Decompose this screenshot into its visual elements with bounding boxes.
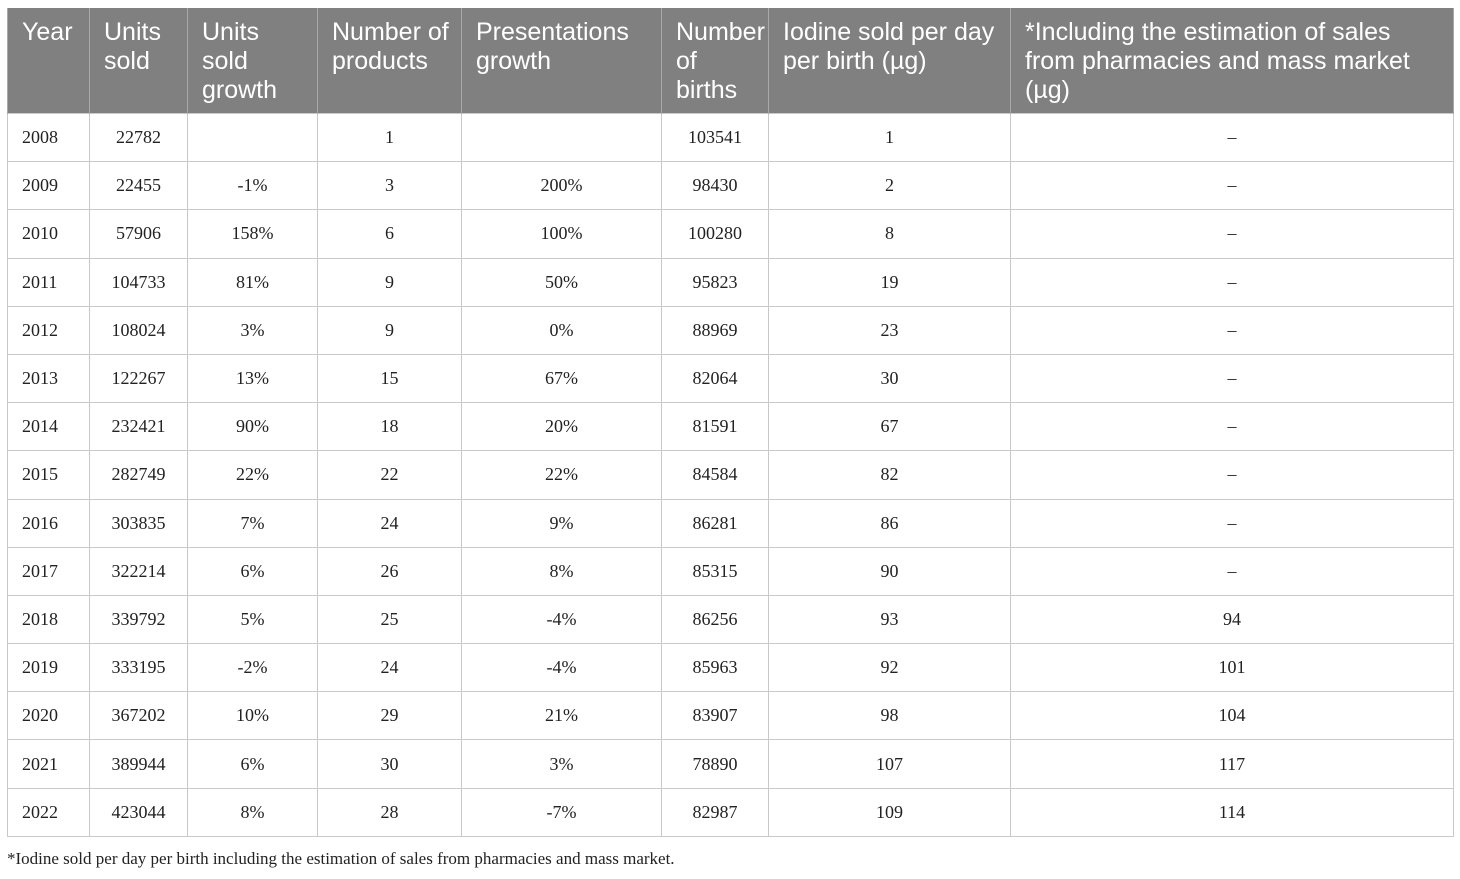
- table-cell: 339792: [90, 595, 188, 643]
- table-cell: 367202: [90, 692, 188, 740]
- table-cell: 101: [1011, 644, 1454, 692]
- table-cell: –: [1011, 451, 1454, 499]
- table-cell: 15: [318, 354, 462, 402]
- table-row: [8, 595, 1454, 643]
- table-cell: 232421: [90, 403, 188, 451]
- column-header: Year: [8, 8, 90, 114]
- table-cell: -1%: [188, 162, 318, 210]
- table-cell: 81%: [188, 258, 318, 306]
- table-cell: 0%: [462, 306, 662, 354]
- table-row: [8, 354, 1454, 402]
- table-cell: -4%: [462, 595, 662, 643]
- table-cell: [462, 114, 662, 162]
- table-cell: 200%: [462, 162, 662, 210]
- table-cell: 2: [769, 162, 1011, 210]
- table-cell: -7%: [462, 788, 662, 836]
- table-cell: 85963: [662, 644, 769, 692]
- table-row: [8, 306, 1454, 354]
- table-cell: –: [1011, 162, 1454, 210]
- table-cell: 88969: [662, 306, 769, 354]
- table-cell: –: [1011, 499, 1454, 547]
- year-cell: 2017: [8, 547, 90, 595]
- table-row: [8, 451, 1454, 499]
- table-cell: 25: [318, 595, 462, 643]
- table-cell: 86256: [662, 595, 769, 643]
- table-cell: 6: [318, 210, 462, 258]
- table-cell: 158%: [188, 210, 318, 258]
- table-cell: 28: [318, 788, 462, 836]
- table-header: [8, 8, 1454, 114]
- table-cell: 104733: [90, 258, 188, 306]
- table-cell: 22782: [90, 114, 188, 162]
- table-cell: 109: [769, 788, 1011, 836]
- table-cell: 22455: [90, 162, 188, 210]
- table-footnote: *Iodine sold per day per birth including the estimation of sales from pharmacies and mass market.: [7, 849, 675, 868]
- table-cell: 104: [1011, 692, 1454, 740]
- column-header: Units sold growth: [188, 8, 318, 114]
- table-cell: 57906: [90, 210, 188, 258]
- table-cell: 22%: [188, 451, 318, 499]
- table-cell: –: [1011, 306, 1454, 354]
- table-cell: 1: [769, 114, 1011, 162]
- table-cell: 84584: [662, 451, 769, 499]
- table-cell: 114: [1011, 788, 1454, 836]
- table-cell: 100%: [462, 210, 662, 258]
- table-cell: 24: [318, 644, 462, 692]
- table-cell: –: [1011, 210, 1454, 258]
- table-cell: 19: [769, 258, 1011, 306]
- table-row: [8, 692, 1454, 740]
- table-cell: 103541: [662, 114, 769, 162]
- header-row: [8, 8, 1454, 114]
- table-cell: 24: [318, 499, 462, 547]
- table-row: [8, 499, 1454, 547]
- table-cell: 13%: [188, 354, 318, 402]
- table-cell: 7%: [188, 499, 318, 547]
- table-cell: 322214: [90, 547, 188, 595]
- year-cell: 2014: [8, 403, 90, 451]
- table-cell: 30: [769, 354, 1011, 402]
- table-cell: 107: [769, 740, 1011, 788]
- table-cell: 82987: [662, 788, 769, 836]
- column-header: *Including the estimation of sales from pharmacies and mass market (µg): [1011, 8, 1454, 114]
- table-cell: 50%: [462, 258, 662, 306]
- table-cell: 92: [769, 644, 1011, 692]
- table-row: [8, 740, 1454, 788]
- table-cell: 22: [318, 451, 462, 499]
- table-cell: 90: [769, 547, 1011, 595]
- table-cell: 67%: [462, 354, 662, 402]
- table-cell: 93: [769, 595, 1011, 643]
- year-cell: 2016: [8, 499, 90, 547]
- table-cell: 90%: [188, 403, 318, 451]
- table-cell: 22%: [462, 451, 662, 499]
- table-cell: 23: [769, 306, 1011, 354]
- table-cell: 8%: [462, 547, 662, 595]
- year-cell: 2009: [8, 162, 90, 210]
- table-cell: –: [1011, 258, 1454, 306]
- table-cell: 6%: [188, 740, 318, 788]
- table-cell: 3%: [188, 306, 318, 354]
- table-cell: 282749: [90, 451, 188, 499]
- table-cell: 1: [318, 114, 462, 162]
- table-cell: 122267: [90, 354, 188, 402]
- table-row: [8, 788, 1454, 836]
- table-cell: 21%: [462, 692, 662, 740]
- table-cell: –: [1011, 403, 1454, 451]
- table-cell: 8: [769, 210, 1011, 258]
- table-cell: 9: [318, 306, 462, 354]
- table-cell: 20%: [462, 403, 662, 451]
- table-cell: 18: [318, 403, 462, 451]
- table-cell: 78890: [662, 740, 769, 788]
- table-cell: 9: [318, 258, 462, 306]
- table-cell: 389944: [90, 740, 188, 788]
- year-cell: 2022: [8, 788, 90, 836]
- table-cell: 117: [1011, 740, 1454, 788]
- year-cell: 2019: [8, 644, 90, 692]
- table-cell: 100280: [662, 210, 769, 258]
- table-row: [8, 547, 1454, 595]
- table-cell: 67: [769, 403, 1011, 451]
- table-cell: 29: [318, 692, 462, 740]
- table-cell: –: [1011, 354, 1454, 402]
- table-row: [8, 114, 1454, 162]
- table-cell: 98: [769, 692, 1011, 740]
- table-cell: 3: [318, 162, 462, 210]
- column-header: Units sold: [90, 8, 188, 114]
- year-cell: 2021: [8, 740, 90, 788]
- table-cell: –: [1011, 114, 1454, 162]
- table-body: [8, 114, 1454, 837]
- table-cell: 94: [1011, 595, 1454, 643]
- table-cell: [188, 114, 318, 162]
- table-cell: -4%: [462, 644, 662, 692]
- table-row: [8, 644, 1454, 692]
- iodine-sales-table: [7, 8, 1454, 837]
- table-cell: 82: [769, 451, 1011, 499]
- table-cell: 26: [318, 547, 462, 595]
- column-header: Number of births: [662, 8, 769, 114]
- table-cell: 9%: [462, 499, 662, 547]
- table-cell: 98430: [662, 162, 769, 210]
- table-cell: 83907: [662, 692, 769, 740]
- table-row: [8, 210, 1454, 258]
- year-cell: 2011: [8, 258, 90, 306]
- column-header: Presentations growth: [462, 8, 662, 114]
- table-cell: 303835: [90, 499, 188, 547]
- table-row: [8, 162, 1454, 210]
- table-cell: 30: [318, 740, 462, 788]
- year-cell: 2012: [8, 306, 90, 354]
- table-cell: 6%: [188, 547, 318, 595]
- year-cell: 2013: [8, 354, 90, 402]
- table-cell: 85315: [662, 547, 769, 595]
- table-row: [8, 403, 1454, 451]
- year-cell: 2018: [8, 595, 90, 643]
- year-cell: 2020: [8, 692, 90, 740]
- table-cell: 10%: [188, 692, 318, 740]
- table-cell: 86: [769, 499, 1011, 547]
- table-cell: –: [1011, 547, 1454, 595]
- table-row: [8, 258, 1454, 306]
- table-cell: 108024: [90, 306, 188, 354]
- table-cell: 333195: [90, 644, 188, 692]
- table-cell: 423044: [90, 788, 188, 836]
- column-header: Number of products: [318, 8, 462, 114]
- year-cell: 2010: [8, 210, 90, 258]
- table-cell: 3%: [462, 740, 662, 788]
- year-cell: 2015: [8, 451, 90, 499]
- table-cell: 8%: [188, 788, 318, 836]
- table-cell: 5%: [188, 595, 318, 643]
- table-cell: -2%: [188, 644, 318, 692]
- column-header: Iodine sold per day per birth (µg): [769, 8, 1011, 114]
- table-cell: 95823: [662, 258, 769, 306]
- table-cell: 86281: [662, 499, 769, 547]
- table-cell: 82064: [662, 354, 769, 402]
- year-cell: 2008: [8, 114, 90, 162]
- table-cell: 81591: [662, 403, 769, 451]
